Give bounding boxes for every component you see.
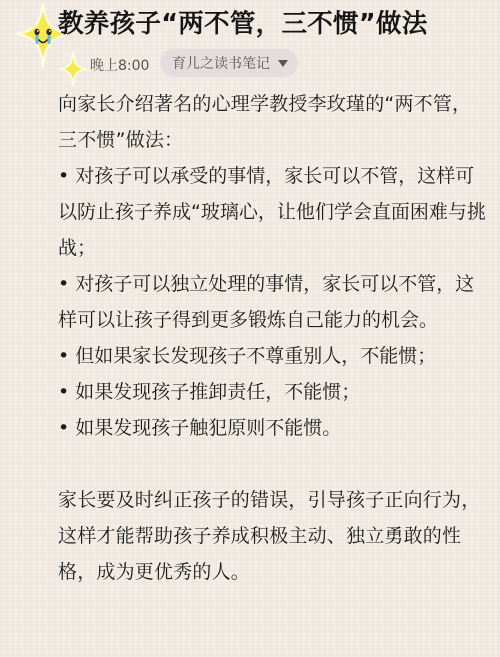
list-item: • 如果发现孩子推卸责任，不能惯； xyxy=(58,381,361,403)
intro-paragraph: 向家长介绍著名的心理学教授李玫瑾的“两不管，三不惯”做法： xyxy=(58,93,472,151)
closing-paragraph: 家长要及时纠正孩子的错误，引导孩子正向行为，这样才能帮助孩子养成积极主动、独立勇敢的性格，成为更优秀的人。 xyxy=(58,489,481,583)
post-time: 晚上8:00 xyxy=(90,58,150,74)
list-item: • 但如果家长发现孩子不尊重别人，不能惯； xyxy=(58,345,437,367)
post-title: 教养孩子“两不管，三不惯”做法 xyxy=(58,9,428,39)
paragraph-spacer xyxy=(58,446,490,482)
notebook-dropdown[interactable] xyxy=(160,49,298,77)
list-item: • 对孩子可以独立处理的事情，家长可以不管，这样可以让孩子得到更多锻炼自己能力的机会。 xyxy=(58,273,475,331)
notebook-label: 育儿之读书笔记 xyxy=(172,56,270,72)
sparkle-star-icon xyxy=(60,52,86,86)
post-body xyxy=(58,86,490,590)
list-item: • 对孩子可以承受的事情，家长可以不管，这样可以防止孩子养成“玻璃心，让他们学会直面困难与挑战； xyxy=(58,165,486,259)
list-item: • 如果发现孩子触犯原则不能惯。 xyxy=(58,417,342,439)
caret-down-icon xyxy=(278,60,288,67)
